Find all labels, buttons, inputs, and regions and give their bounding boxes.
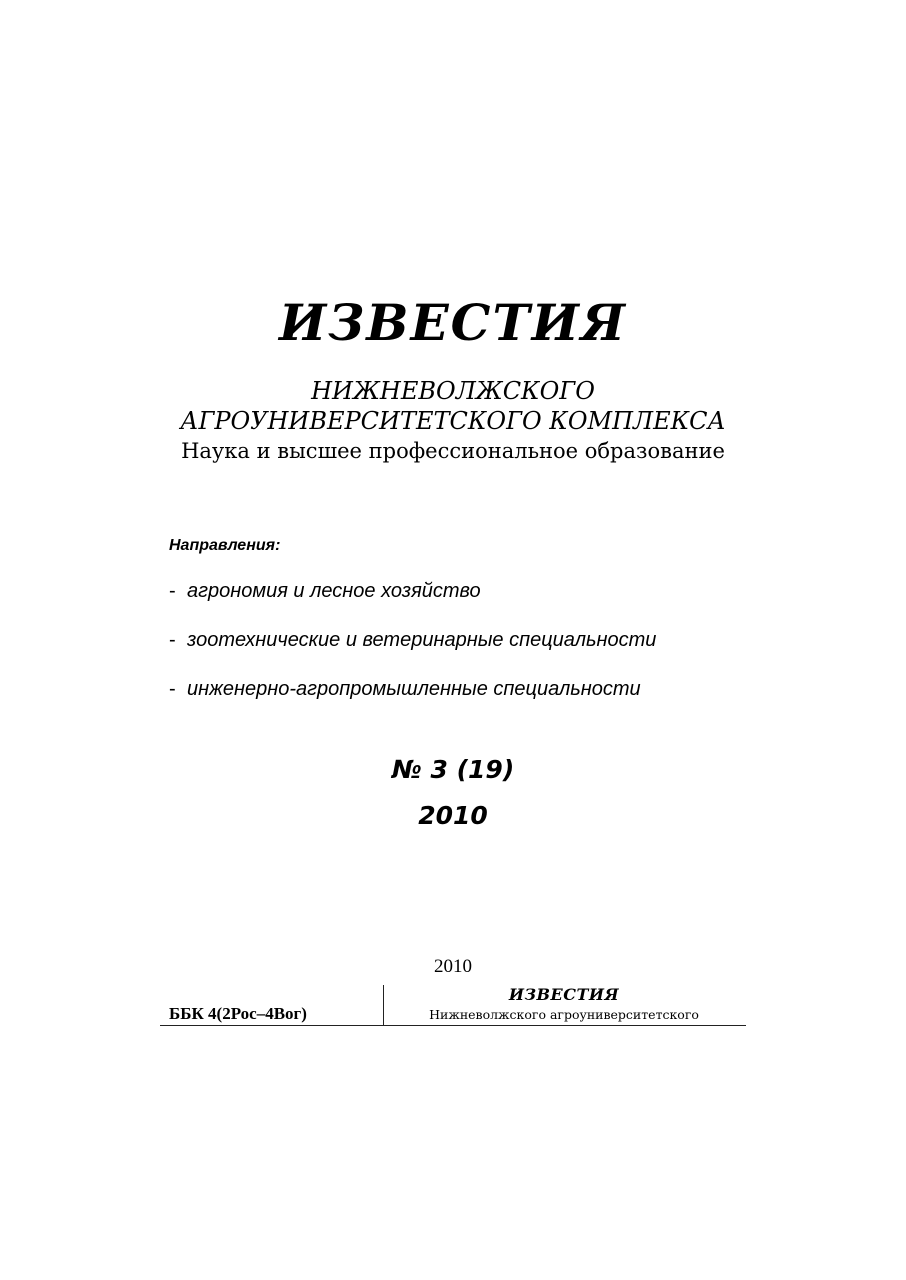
horizontal-divider — [160, 1025, 746, 1026]
direction-label: зоотехнические и ветеринарные специальности — [187, 629, 657, 651]
imprint-year: 2010 — [434, 956, 472, 977]
direction-label: инженерно-агропромышленные специальности — [187, 678, 641, 700]
imprint-title: ИЗВЕСТИЯ — [508, 985, 620, 1004]
dash-bullet: - — [169, 678, 176, 700]
directions-heading: Направления: — [169, 537, 281, 554]
direction-item — [169, 629, 656, 652]
journal-subtitle-line2: АГРОУНИВЕРСИТЕТСКОГО КОМПЛЕКСА — [180, 407, 726, 435]
dash-bullet: - — [169, 580, 176, 602]
issue-number: № 3 (19) — [391, 755, 515, 784]
imprint-subtitle: Нижневолжского агроуниверситетского — [429, 1007, 699, 1022]
direction-item — [169, 580, 481, 603]
dash-bullet: - — [169, 629, 176, 651]
direction-item — [169, 678, 641, 701]
bbk-code: ББК 4(2Рос–4Вог) — [169, 1004, 307, 1023]
journal-subtitle-line1: НИЖНЕВОЛЖСКОГО — [311, 377, 595, 405]
journal-title: ИЗВЕСТИЯ — [278, 293, 627, 352]
direction-label: агрономия и лесное хозяйство — [187, 580, 481, 602]
issue-year: 2010 — [418, 801, 488, 830]
journal-tagline: Наука и высшее профессиональное образование — [181, 439, 725, 463]
